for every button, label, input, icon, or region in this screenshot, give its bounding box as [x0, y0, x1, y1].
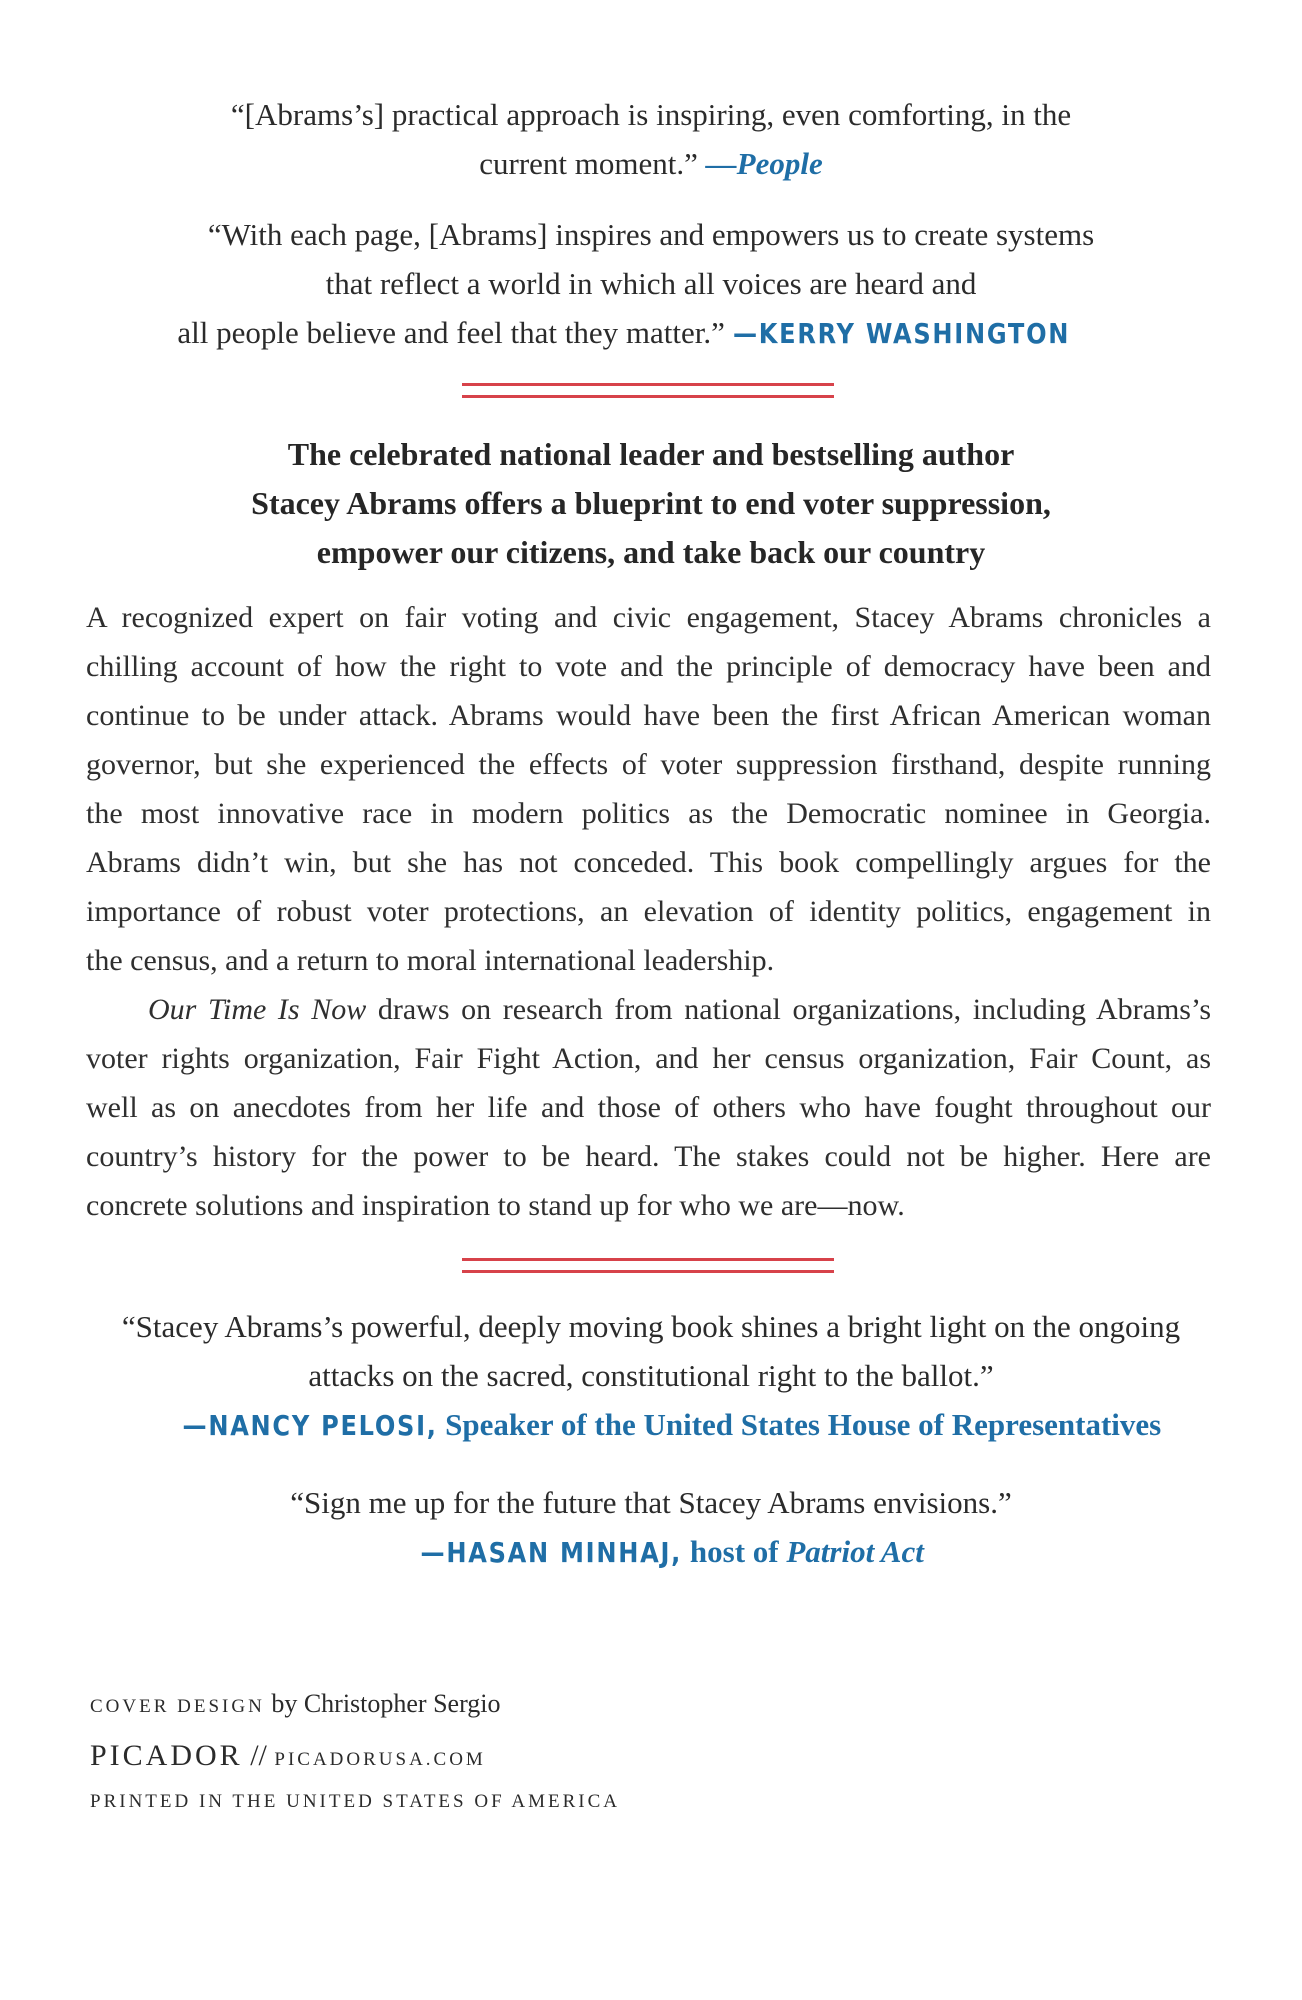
divider-rule	[462, 383, 834, 386]
paragraph-line: the census, and a return to moral international leadership.	[86, 944, 775, 977]
headline-line: Stacey Abrams offers a blueprint to end voter suppression,	[251, 485, 1051, 521]
quote-text-line-2	[0, 139, 1302, 188]
quote-text-line-3	[0, 308, 1302, 358]
quote-people	[0, 90, 1302, 188]
quote-text-line: attacks on the sacred, constitutional right to the ballot.”	[308, 1358, 994, 1393]
attribution-title: host of	[682, 1534, 787, 1569]
divider-rule	[462, 1270, 834, 1273]
attribution-title: Speaker of the United States House of Representatives	[437, 1407, 1162, 1442]
attribution-show: Patriot Act	[786, 1534, 924, 1569]
cover-design-label: COVER DESIGN	[90, 1696, 265, 1717]
paragraph-line: continue to be under attack. Abrams would have been the first African American woman	[86, 699, 1211, 732]
cover-design-credit	[90, 1686, 620, 1725]
paragraph-line: country’s history for the power to be heard. The stakes could not be higher. Here are	[86, 1140, 1211, 1173]
credits	[90, 1686, 620, 1817]
quote-attribution	[0, 1400, 1302, 1450]
paragraph-line: importance of robust voter protections, an elevation of identity politics, engagement in	[86, 895, 1211, 928]
paragraph-line: A recognized expert on fair voting and civic engagement, Stacey Abrams chronicles a	[86, 601, 1211, 634]
headline-line: empower our citizens, and take back our country	[316, 534, 986, 570]
divider-top	[462, 383, 834, 399]
quote-attribution: —People	[705, 146, 823, 181]
publisher-name: PICADOR	[90, 1739, 243, 1772]
cover-design-by: by Christopher Sergio	[264, 1689, 501, 1718]
publisher-website: PICADORUSA.COM	[274, 1749, 486, 1770]
headline	[0, 430, 1302, 577]
paragraph-line: governor, but she experienced the effects of voter suppression firsthand, despite running	[86, 748, 1211, 781]
paragraph-line-rest: draws on research from national organizations, including Abrams’s	[366, 993, 1211, 1026]
publisher-line	[90, 1733, 620, 1783]
quote-text-end: current moment.”	[479, 146, 706, 181]
paragraph-first-line	[86, 985, 1211, 1034]
description-paragraph-2	[86, 985, 1211, 1230]
quote-text-line: “With each page, [Abrams] inspires and empowers us to create systems	[207, 217, 1095, 252]
printed-in: PRINTED IN THE UNITED STATES OF AMERICA	[90, 1791, 620, 1812]
quote-text-line: that reflect a world in which all voices are heard and	[325, 266, 977, 301]
paragraph-line: chilling account of how the right to vote and the principle of democracy have been and	[86, 650, 1211, 683]
attribution-name: —HASAN MINHAJ,	[420, 1536, 683, 1569]
book-title: Our Time Is Now	[148, 993, 367, 1026]
quote-text-line: “Sign me up for the future that Stacey Abrams envisions.”	[290, 1485, 1012, 1520]
quote-attribution	[0, 1527, 1302, 1577]
quote-text-line: “Stacey Abrams’s powerful, deeply moving book shines a bright light on the ongoing	[121, 1309, 1181, 1344]
quote-attribution: —KERRY WASHINGTON	[732, 317, 1070, 350]
divider-rule	[462, 395, 834, 398]
quote-text-end: all people believe and feel that they matter.”	[177, 315, 733, 350]
headline-line: The celebrated national leader and bestselling author	[287, 436, 1015, 472]
paragraph-line: Abrams didn’t win, but she has not conceded. This book compellingly argues for the	[86, 846, 1211, 879]
divider-bottom	[462, 1258, 834, 1274]
quote-hasan-minhaj	[0, 1478, 1302, 1577]
attribution-name: —NANCY PELOSI,	[182, 1409, 438, 1442]
paragraph-line: voter rights organization, Fair Fight Action, and her census organization, Fair Count, as	[86, 1042, 1211, 1075]
quote-text-line: “[Abrams’s] practical approach is inspiring, even comforting, in the	[230, 97, 1072, 132]
paragraph-line: concrete solutions and inspiration to stand up for who we are—now.	[86, 1189, 905, 1222]
divider-rule	[462, 1258, 834, 1261]
publisher-separator: //	[242, 1739, 275, 1772]
description-paragraph-1	[86, 593, 1211, 985]
quote-kerry-washington	[0, 210, 1302, 358]
paragraph-line: the most innovative race in modern politics as the Democratic nominee in Georgia.	[86, 797, 1211, 830]
quote-nancy-pelosi	[0, 1302, 1302, 1450]
paragraph-line: well as on anecdotes from her life and those of others who have fought throughout our	[86, 1091, 1211, 1124]
